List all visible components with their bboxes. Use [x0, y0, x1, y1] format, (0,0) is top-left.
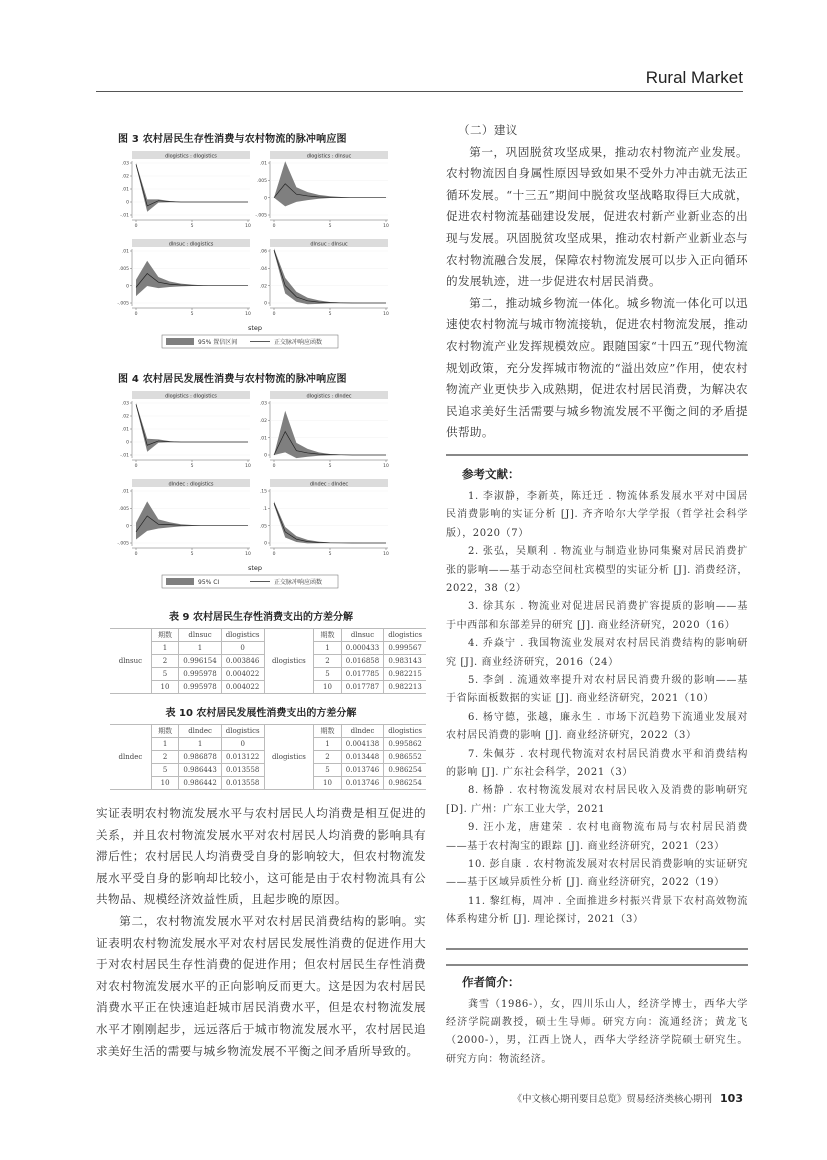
table-cell: dlogistics	[384, 725, 426, 738]
table-cell: 5	[151, 668, 179, 681]
y-tick-label: .1	[262, 506, 267, 512]
y-tick-label: .03	[121, 401, 129, 407]
y-tick-label: -.005	[255, 213, 267, 219]
table-cell: 0.986878	[179, 751, 221, 764]
x-axis-label: step	[247, 324, 263, 332]
table-cell: 期数	[314, 725, 342, 738]
reference-item: 4. 乔焱宁 . 我国物流业发展对农村居民消费结构的影响研究 [J]. 商业经济研究，2016（24）	[446, 638, 748, 668]
right-paragraph-1: 第一，巩固脱贫攻坚成果，推动农村物流产业发展。农村物流因自身属性原因导致如果不受外力冲击就无法正循环发展。“十三五”期间中脱贫攻坚战略取得巨大成就，促进农村物流基础建设发展，促进农村新产业新业态的出现与发展。巩固脱贫攻坚成果，推动农村新产业新业态与农村物流融合发展，保障农村物流发展可以步入正向循环的发展轨迹，进一步促进农村居民消费。	[446, 144, 748, 289]
table-cell: 10	[314, 777, 342, 790]
confidence-band	[274, 161, 386, 206]
legend-line-label: 正交脉冲响应函数	[274, 339, 323, 346]
left-column	[96, 120, 426, 1062]
y-tick-label: .01	[121, 427, 129, 433]
table10-title: 表 10 农村居民发展性消费支出的方差分解	[165, 708, 357, 719]
table-cell: 0.999567	[384, 642, 426, 655]
footer-journal-line: 《中文核心期刊要目总览》贸易经济类核心期刊	[512, 1094, 713, 1105]
irf-panel	[120, 151, 251, 229]
y-tick-label: -.01	[120, 213, 129, 219]
table-cell: 5	[151, 764, 178, 777]
section-heading-suggestions: （二）建议	[458, 123, 518, 137]
table-cell: 1	[314, 738, 342, 751]
page-footer	[513, 1091, 743, 1105]
legend-ci-label: 95% CI	[198, 579, 220, 586]
legend-ci-swatch	[166, 338, 194, 345]
table-cell: dlnsuc	[341, 629, 383, 642]
author-bio-text: 龚雪（1986-），女，四川乐山人，经济学博士，西华大学经济学院副教授，硕士生导师。研究方向：流通经济；黄龙飞（2000-），男，江西上饶人，西华大学经济学院硕士研究生。研究方向：物流经济。	[446, 998, 748, 1065]
x-tick-label: 10	[245, 464, 251, 469]
y-tick-label: .01	[121, 249, 129, 255]
irf-panel	[255, 151, 389, 229]
right-body-text	[446, 120, 748, 444]
table-cell: 1	[314, 642, 342, 655]
y-tick-label: .02	[259, 418, 267, 424]
irf-panel	[260, 239, 389, 317]
y-tick-label: 0	[264, 453, 267, 459]
confidence-band	[136, 403, 248, 452]
x-tick-label: 5	[328, 552, 332, 557]
y-tick-label: 0	[264, 541, 267, 547]
confidence-band	[136, 261, 248, 296]
y-tick-label: 0	[126, 284, 129, 290]
irf-panel	[117, 479, 251, 557]
panel-title: dlndec : dlogistics	[168, 481, 214, 488]
panel-title: dlogistics : dlnsuc	[306, 153, 352, 160]
reference-item: 2. 张弘，吴顺利 . 物流业与制造业协同集聚对居民消费扩张的影响——基于动态空间杜宾模型的实证分析 [J]. 消费经济，2022，38（2）	[446, 546, 748, 594]
table-cell: 0.986442	[179, 777, 221, 790]
table-cell: 2	[314, 655, 342, 668]
x-axis-label: step	[247, 564, 263, 572]
table-cell: 5	[314, 764, 342, 777]
x-tick-label: 5	[190, 552, 194, 557]
references-top-rule	[446, 454, 748, 456]
legend-line-label: 正交脉冲响应函数	[274, 579, 323, 586]
x-tick-label: 0	[272, 552, 276, 557]
x-tick-label: 0	[272, 312, 276, 317]
y-tick-label: -.01	[120, 453, 129, 459]
y-tick-label: .005	[118, 266, 129, 272]
x-tick-label: 0	[272, 224, 276, 229]
x-tick-label: 5	[328, 312, 332, 317]
table-cell: 10	[151, 681, 179, 694]
x-tick-label: 0	[134, 552, 138, 557]
y-tick-label: .02	[259, 284, 267, 290]
y-tick-label: .04	[259, 266, 267, 272]
figure4-title: 图 4 农村居民发展性消费与农村物流的脉冲响应图	[118, 374, 347, 385]
table-cell: 1	[151, 738, 178, 751]
legend	[162, 575, 338, 588]
table-cell: 0.986443	[179, 764, 221, 777]
table-cell: dlnsuc	[179, 629, 221, 642]
reference-item: 1. 李淑静，李新英，陈迁迁 . 物流体系发展水平对中国居民消费影响的实证分析 [J]. 齐齐哈尔大学学报（哲学社会科学版），2020（7）	[446, 490, 748, 539]
confidence-band	[274, 501, 386, 543]
panel-title: dlogistics : dlogistics	[165, 393, 217, 400]
reference-item: 3. 徐其东 . 物流业对促进居民消费扩容提质的影响——基于中西部和东部差异的研究 [J]. 商业经济研究，2020（16）	[446, 601, 748, 631]
table-cell: 0.013122	[221, 751, 264, 764]
y-tick-label: .01	[259, 161, 267, 167]
y-tick-label: 0	[264, 196, 267, 202]
table-cell: 0.004022	[221, 668, 264, 681]
x-tick-label: 5	[190, 224, 194, 229]
x-tick-label: 10	[383, 464, 389, 469]
table-cell: 1	[179, 642, 221, 655]
panel-title: dlnsuc : dlnsuc	[310, 241, 348, 248]
table10	[110, 724, 426, 790]
y-tick-label: 0	[126, 524, 129, 530]
table-cell: 2	[151, 655, 179, 668]
table-cell: 0.995978	[179, 681, 221, 694]
table-cell: dlnsuc	[110, 629, 151, 694]
author-top-rule	[446, 964, 748, 966]
reference-item: 7. 朱佩芬 . 农村现代物流对农村居民消费水平和消费结构的影响 [J]. 广东社会科学，2021（3）	[446, 748, 748, 778]
table-cell: 0.000433	[341, 642, 383, 655]
table-cell: 0.016858	[341, 655, 383, 668]
table-cell: 0.986552	[384, 751, 426, 764]
table-cell: 2	[151, 751, 178, 764]
author-heading: 作者简介：	[462, 974, 520, 989]
table-cell: 0.013558	[221, 777, 264, 790]
y-tick-label: .02	[121, 414, 129, 420]
irf-panel	[117, 239, 251, 317]
x-tick-label: 10	[383, 224, 389, 229]
table-cell: 期数	[151, 725, 178, 738]
x-tick-label: 10	[383, 552, 389, 557]
irf-panel	[120, 391, 251, 469]
confidence-band	[274, 248, 386, 304]
table-cell: 0.982213	[384, 681, 426, 694]
table-cell: dlndec	[341, 725, 383, 738]
table-cell: 0.013448	[341, 751, 383, 764]
table-cell: 0.013746	[341, 777, 383, 790]
y-tick-label: .05	[259, 524, 267, 530]
left-paragraph-1: 实证表明农村物流发展水平与农村居民人均消费是相互促进的关系，并且农村物流发展水平对农村居民人均消费的影响具有滞后性；农村居民人均消费受自身的影响较大，但农村物流发展水平受自身的影响却比较小，这可能是由于农村物流具有公共物品、规模经济效益性质，且起步晚的原因。	[96, 806, 426, 907]
table-cell: 0.017787	[341, 681, 383, 694]
x-tick-label: 5	[328, 464, 332, 469]
y-tick-label: .005	[118, 506, 129, 512]
table-cell: 0.004138	[341, 738, 383, 751]
y-tick-label: .01	[121, 187, 129, 193]
right-paragraph-2: 第二，推动城乡物流一体化。城乡物流一体化可以迅速使农村物流与城市物流接轨，促进农村物流发展，推动农村物流产业发挥规模效应。跟随国家“十四五”现代物流规划政策，充分发挥城市物流的“溢出效应”作用，使农村物流产业更快步入成熟期，促进农村居民消费，为解决农民追求美好生活需要与城乡物流发展不平衡之间的矛盾提供帮助。	[446, 295, 748, 440]
reference-item: 10. 彭自康 . 农村物流发展对农村居民消费影响的实证研究——基于区域异质性分析 [J]. 商业经济研究，2022（19）	[446, 859, 748, 889]
table-header-row	[110, 725, 426, 738]
figure3-chart	[110, 149, 400, 354]
references-heading: 参考文献：	[462, 466, 520, 481]
table-cell: 0.983143	[384, 655, 426, 668]
references-list	[446, 488, 748, 930]
table-cell: 0.996154	[179, 655, 221, 668]
references-bottom-rule	[446, 948, 748, 950]
header-rule	[96, 91, 743, 92]
y-tick-label: .005	[256, 178, 267, 184]
panel-title: dlogistics : dlogistics	[165, 153, 217, 160]
table-cell: 5	[314, 668, 342, 681]
y-tick-label: 0	[126, 200, 129, 206]
x-tick-label: 0	[134, 312, 138, 317]
author-bio	[446, 996, 748, 1070]
x-tick-label: 10	[245, 552, 251, 557]
figure3	[110, 149, 400, 358]
figure4	[110, 389, 400, 598]
x-tick-label: 0	[134, 224, 138, 229]
reference-item: 6. 杨守德，张越，廉永生 . 市场下沉趋势下流通业发展对农村居民消费的影响 [J]. 商业经济研究，2022（3）	[446, 711, 748, 742]
y-tick-label: .03	[121, 161, 129, 167]
table-cell: 2	[314, 751, 342, 764]
table-cell: dlogistics	[221, 629, 264, 642]
y-tick-label: .01	[259, 436, 267, 442]
table-cell: 1	[151, 642, 179, 655]
legend-ci-swatch	[166, 578, 194, 585]
panel-title: dlndec : dlndec	[309, 481, 349, 488]
table9	[110, 628, 426, 694]
table-cell: 0.995978	[179, 668, 221, 681]
table-cell: dlndec	[179, 725, 221, 738]
page-number: 103	[720, 1092, 743, 1105]
panel-title: dlnsuc : dlogistics	[168, 241, 214, 248]
confidence-band	[136, 163, 248, 212]
y-tick-label: .06	[259, 249, 267, 255]
y-tick-label: .15	[259, 489, 267, 495]
reference-item: 8. 杨静 . 农村物流发展对农村居民收入及消费的影响研究 [D]. 广州：广东工业大学，2021	[446, 785, 748, 815]
legend-ci-label: 95% 置信区间	[198, 339, 238, 346]
reference-item: 9. 汪小龙，唐建荣 . 农村电商物流布局与农村居民消费——基于农村淘宝的跟踪 [J]. 商业经济研究，2021（23）	[446, 822, 748, 852]
x-tick-label: 10	[383, 312, 389, 317]
table-cell: 0.004022	[221, 681, 264, 694]
table-cell: 0.986254	[384, 764, 426, 777]
y-tick-label: .01	[121, 489, 129, 495]
table-cell: 期数	[151, 629, 179, 642]
left-paragraph-2: 第二，农村物流发展水平对农村居民消费结构的影响。实证表明农村物流发展水平对农村居民发展性消费的促进作用大于对农村居民生存性消费的促进作用；但农村居民生存性消费对农村物流发展水平的正向影响反而更大。这是因为农村居民消费水平正在快速追赶城市居民消费水平，但是农村物流发展水平才刚刚起步，远远落后于城市物流发展水平，农村居民追求美好生活的需要与城乡物流发展不平衡之间矛盾所导致的。	[96, 913, 426, 1058]
x-tick-label: 10	[245, 312, 251, 317]
table-cell: 0.017785	[341, 668, 383, 681]
running-header-title: Rural Market	[645, 68, 743, 87]
table-cell: 0.995862	[384, 738, 426, 751]
x-tick-label: 5	[190, 464, 194, 469]
table-cell: 10	[314, 681, 342, 694]
table-cell: 0.003846	[221, 655, 264, 668]
y-tick-label: 0	[264, 301, 267, 307]
reference-item: 5. 李剑 . 流通效率提升对农村居民消费升级的影响——基于省际面板数据的实证 [J]. 商业经济研究，2021（10）	[446, 674, 748, 705]
y-tick-label: 0	[126, 440, 129, 446]
table-cell: 10	[151, 777, 178, 790]
x-tick-label: 0	[134, 464, 138, 469]
y-tick-label: -.005	[117, 541, 129, 547]
table-cell: dlogistics	[384, 629, 426, 642]
table-cell: 0.013746	[341, 764, 383, 777]
y-tick-label: .03	[259, 401, 267, 407]
x-tick-label: 5	[190, 312, 194, 317]
panel-title: dlogistics : dlndec	[306, 393, 352, 400]
y-tick-label: -.005	[117, 301, 129, 307]
irf-panel	[260, 479, 389, 557]
left-body-text	[96, 803, 426, 1062]
table-cell: 0.986254	[384, 777, 426, 790]
table-cell: 0	[221, 738, 264, 751]
y-tick-label: .02	[121, 174, 129, 180]
x-tick-label: 0	[272, 464, 276, 469]
figure4-chart	[110, 389, 400, 594]
table-cell: dlndec	[110, 725, 151, 790]
confidence-band	[274, 411, 386, 458]
table9-title: 表 9 农村居民生存性消费支出的方差分解	[169, 612, 353, 623]
table-cell: dlogistics	[264, 725, 314, 790]
legend	[162, 335, 338, 348]
table-cell: 0	[221, 642, 264, 655]
figure3-title: 图 3 农村居民生存性消费与农村物流的脉冲响应图	[118, 134, 347, 145]
x-tick-label: 10	[245, 224, 251, 229]
table-cell: dlogistics	[264, 629, 314, 694]
x-tick-label: 5	[328, 224, 332, 229]
table-header-row	[110, 629, 426, 642]
right-column	[446, 120, 748, 1069]
table-cell: 期数	[314, 629, 342, 642]
table-cell: 0.982215	[384, 668, 426, 681]
table-cell: 1	[179, 738, 221, 751]
table-cell: dlogistics	[221, 725, 264, 738]
reference-item: 11. 黎红梅，周冲 . 全面推进乡村振兴背景下农村高效物流体系构建分析 [J]. 理论探讨，2021（3）	[446, 895, 748, 926]
irf-panel	[260, 391, 389, 469]
table-cell: 0.013558	[221, 764, 264, 777]
